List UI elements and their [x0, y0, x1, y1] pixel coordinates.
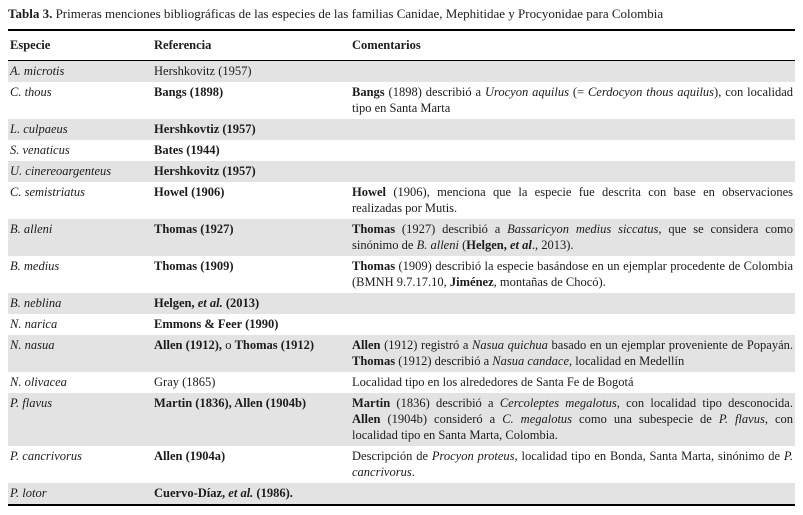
table-row: [8, 393, 795, 446]
reference-cell: [152, 119, 350, 140]
text-segment: Gray (1865): [154, 375, 216, 390]
text-segment: como una subespecie de: [572, 412, 719, 427]
table-row: [8, 314, 795, 335]
table-header-row: [8, 30, 795, 61]
text-segment: (1898) describió a: [384, 85, 485, 100]
reference-cell: [152, 483, 350, 505]
text-segment: Bangs (1898): [154, 85, 224, 100]
text-segment: (2013): [222, 296, 260, 311]
text-segment: Jiménez: [449, 275, 494, 290]
column-header-comentarios: Comentarios: [350, 30, 795, 61]
comment-cell: [350, 82, 795, 119]
table-row: [8, 82, 795, 119]
species-cell: B. neblina: [10, 296, 62, 311]
table-row: [8, 335, 795, 372]
text-segment: Thomas (1927): [154, 222, 234, 237]
text-segment: Localidad tipo en los alrededores de Santa Fe de Bogotá: [352, 375, 634, 390]
species-cell: N. nasua: [10, 338, 55, 353]
reference-cell: [152, 60, 350, 82]
species-first-mentions-table: [8, 29, 795, 506]
text-segment: Howel: [352, 185, 387, 200]
comment-cell: [350, 60, 795, 82]
table-body: [8, 60, 795, 505]
comment-cell: [350, 314, 795, 335]
comment-cell: [350, 161, 795, 182]
species-cell: L. culpaeus: [10, 122, 68, 137]
text-segment: B. alleni: [416, 238, 459, 253]
text-segment: Hershkovitz (1957): [154, 164, 256, 179]
text-segment: (1836) describió a: [390, 396, 500, 411]
comment-cell: [350, 335, 795, 372]
table-title-text: Primeras menciones bibliográficas de las especies de las familias Canidae, Mephitidae y Procyonidae para Colombia: [52, 6, 664, 21]
column-header-especie: Especie: [8, 30, 152, 61]
text-segment: Bassaricyon medius siccatus: [507, 222, 659, 237]
text-segment: Howel (1906): [154, 185, 225, 200]
text-segment: Thomas (1909): [154, 259, 234, 274]
text-segment: Descripción de: [352, 449, 432, 464]
comment-cell: [350, 182, 795, 219]
text-segment: Bates (1944): [154, 143, 220, 158]
species-cell: C. thous: [10, 85, 52, 100]
text-segment: Cercoleptes megalotus: [499, 396, 617, 411]
comment-cell: [350, 219, 795, 256]
comment-cell: [350, 446, 795, 483]
text-segment: Helgen,: [154, 296, 198, 311]
text-segment: (1912) describió a: [395, 354, 493, 369]
comment-cell: [350, 372, 795, 393]
reference-cell: [152, 314, 350, 335]
text-segment: et al: [510, 238, 532, 253]
table-row: [8, 119, 795, 140]
text-segment: basado en un ejemplar proveniente de Popayán.: [547, 338, 793, 353]
text-segment: (1909) describió la especie basándose en un ejemplar procedente de Colombia (BMNH 9.7.17.10,: [352, 259, 793, 290]
column-header-referencia: Referencia: [152, 30, 350, 61]
text-segment: et al.: [197, 296, 223, 311]
text-segment: C. megalotus: [502, 412, 573, 427]
text-segment: P. flavus: [718, 412, 765, 427]
species-cell: C. semistriatus: [10, 185, 86, 200]
table-row: [8, 182, 795, 219]
text-segment: (: [458, 238, 467, 253]
text-segment: ), con localidad tipo en Santa Marta: [352, 85, 793, 116]
text-segment: (1927) describió a: [395, 222, 508, 237]
species-cell: N. narica: [10, 317, 58, 332]
text-segment: Nasua quichua: [472, 338, 548, 353]
table-row: [8, 161, 795, 182]
reference-cell: [152, 372, 350, 393]
reference-cell: [152, 393, 350, 446]
text-segment: Allen: [352, 338, 381, 353]
text-segment: Thomas: [352, 354, 396, 369]
text-segment: , localidad en Medellín: [569, 354, 685, 369]
reference-cell: [152, 140, 350, 161]
text-segment: Procyon proteus: [431, 449, 515, 464]
table-row: [8, 483, 795, 505]
text-segment: , localidad tipo en Bonda, Santa Marta, sinónimo de: [514, 449, 784, 464]
reference-cell: [152, 293, 350, 314]
reference-cell: [152, 219, 350, 256]
table-row: [8, 372, 795, 393]
table-row: [8, 140, 795, 161]
text-segment: Thomas: [352, 222, 396, 237]
text-segment: ., 2013).: [531, 238, 574, 253]
species-cell: N. olivacea: [10, 375, 67, 390]
species-cell: P. flavus: [10, 396, 53, 411]
species-cell: A. microtis: [10, 64, 65, 79]
text-segment: , que se considera como sinónimo de: [352, 222, 793, 253]
table-title-label: Tabla 3.: [8, 6, 53, 21]
text-segment: Emmons & Feer (1990): [154, 317, 279, 332]
text-segment: Urocyon aquilus: [484, 85, 569, 100]
text-segment: Thomas (1912): [234, 338, 315, 353]
text-segment: , con localidad tipo en Santa Marta, Colombia.: [352, 412, 793, 443]
table-row: [8, 256, 795, 293]
text-segment: (1912) registró a: [380, 338, 473, 353]
text-segment: et al.: [228, 486, 254, 501]
text-segment: .: [411, 465, 415, 480]
species-cell: B. medius: [10, 259, 60, 274]
species-cell: P. cancrivorus: [10, 449, 82, 464]
comment-cell: [350, 393, 795, 446]
species-cell: B. alleni: [10, 222, 53, 237]
text-segment: Thomas: [352, 259, 396, 274]
comment-cell: [350, 256, 795, 293]
text-segment: , montañas de Chocó).: [493, 275, 606, 290]
reference-cell: [152, 82, 350, 119]
text-segment: Martin: [352, 396, 391, 411]
text-segment: Allen (1912),: [154, 338, 223, 353]
species-cell: U. cinereoargenteus: [10, 164, 112, 179]
text-segment: Allen: [352, 412, 381, 427]
text-segment: Allen (1904a): [154, 449, 226, 464]
text-segment: o: [222, 338, 235, 353]
species-cell: S. venaticus: [10, 143, 70, 158]
table-row: [8, 446, 795, 483]
table-title: [8, 6, 795, 23]
text-segment: (1986).: [253, 486, 293, 501]
species-cell: P. lotor: [10, 486, 47, 501]
text-segment: (1904b) consideró a: [380, 412, 503, 427]
comment-cell: [350, 119, 795, 140]
text-segment: (=: [568, 85, 588, 100]
table-row: [8, 60, 795, 82]
text-segment: , con localidad tipo desconocida.: [616, 396, 793, 411]
text-segment: Hershkovitz (1957): [154, 64, 252, 79]
reference-cell: [152, 182, 350, 219]
text-segment: (1906), menciona que la especie fue descrita con base en observaciones realizadas por Mutis.: [352, 185, 793, 216]
text-segment: Nasua candace: [492, 354, 570, 369]
text-segment: Cerdocyon thous aquilus: [587, 85, 715, 100]
comment-cell: [350, 293, 795, 314]
text-segment: P. cancrivorus: [352, 449, 793, 480]
comment-cell: [350, 483, 795, 505]
table-row: [8, 293, 795, 314]
text-segment: Bangs: [352, 85, 385, 100]
reference-cell: [152, 335, 350, 372]
text-segment: Martin (1836), Allen (1904b): [154, 396, 307, 411]
reference-cell: [152, 256, 350, 293]
table-row: [8, 219, 795, 256]
reference-cell: [152, 161, 350, 182]
comment-cell: [350, 140, 795, 161]
text-segment: Helgen,: [466, 238, 507, 253]
reference-cell: [152, 446, 350, 483]
text-segment: Hershkovtiz (1957): [154, 122, 256, 137]
text-segment: Cuervo-Díaz,: [154, 486, 229, 501]
